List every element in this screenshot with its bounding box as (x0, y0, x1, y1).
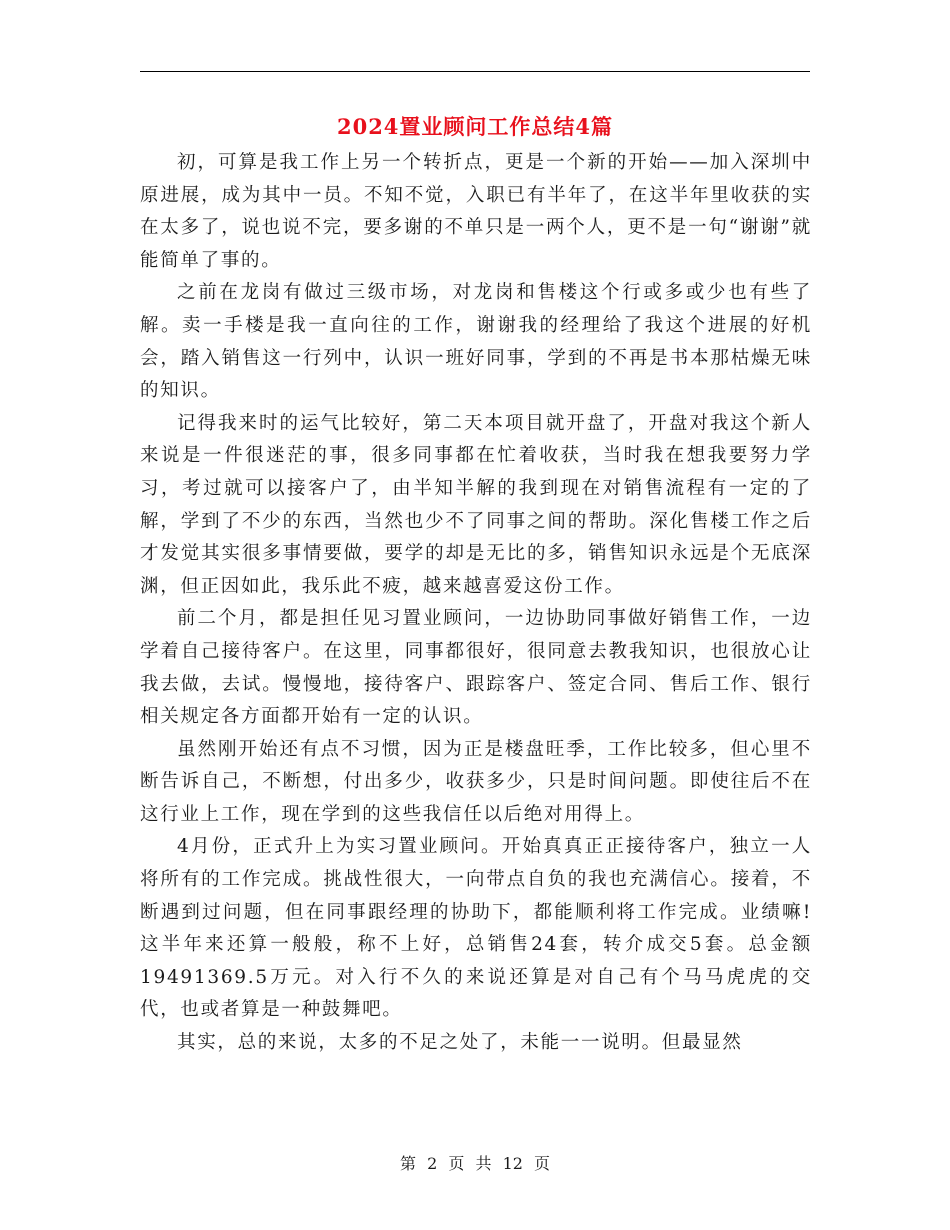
document-title: 2024置业顾问工作总结4篇 (336, 114, 614, 139)
paragraph-1: 初，可算是我工作上另一个转折点，更是一个新的开始——加入深圳中原进展，成为其中一员。不知不觉，入职已有半年了，在这半年里收获的实在太多了，说也说不完，要多谢的不单只是一两个人，更不是一句“谢谢”就能简单了事的。 (140, 152, 812, 271)
paragraph-6: 4月份，正式升上为实习置业顾问。开始真真正正接待客户，独立一人将所有的工作完成。挑战性很大，一向带点自负的我也充满信心。接着，不断遇到过问题，但在同事跟经理的协助下，都能顺利将工作完成。业绩嘛!这半年来还算一般般，称不上好，总销售24套，转介成交5套。总金额19491369.5万元。对入行不久的来说还算是对自己有个马马虎虎的交代，也或者算是一种鼓舞吧。 (140, 836, 812, 1021)
document-body (140, 147, 812, 1060)
paragraph-3: 记得我来时的运气比较好，第二天本项目就开盘了，开盘对我这个新人来说是一件很迷茫的事，很多同事都在忙着收获，当时我在想我要努力学习，考过就可以接客户了，由半知半解的我到现在对销售流程有一定的了解，学到了不少的东西，当然也少不了同事之间的帮助。深化售楼工作之后才发觉其实很多事情要做，要学的却是无比的多，销售知识永远是个无底深渊，但正因如此，我乐此不疲，越来越喜爱这份工作。 (140, 412, 812, 597)
footer-page-word: 页 (448, 1154, 465, 1173)
paragraph-5: 虽然刚开始还有点不习惯，因为正是楼盘旺季，工作比较多，但心里不断告诉自己，不断想，付出多少，收获多少，只是时间问题。即使往后不在这行业上工作，现在学到的这些我信任以后绝对用得上。 (140, 738, 812, 825)
current-page-number: 2 (427, 1154, 438, 1173)
paragraph-4: 前二个月，都是担任见习置业顾问，一边协助同事做好销售工作，一边学着自己接待客户。在这里，同事都很好，很同意去教我知识，也很放心让我去做，去试。慢慢地，接待客户、跟踪客户、签定合同、售后工作、银行相关规定各方面都开始有一定的认识。 (140, 608, 812, 728)
page-footer (0, 1152, 950, 1176)
footer-prefix: 第 (399, 1154, 416, 1173)
total-pages-number: 12 (502, 1154, 523, 1173)
paragraph-7: 其实，总的来说，太多的不足之处了，未能一一说明。但最显然 (177, 1032, 743, 1054)
footer-suffix: 页 (534, 1154, 551, 1173)
footer-total-word: 共 (475, 1154, 492, 1173)
header-rule (140, 71, 810, 72)
paragraph-2: 之前在龙岗有做过三级市场，对龙岗和售楼这个行或多或少也有些了解。卖一手楼是我一直向往的工作，谢谢我的经理给了我这个进展的好机会，踏入销售这一行列中，认识一班好同事，学到的不再是书本那枯燥无味的知识。 (140, 282, 812, 402)
